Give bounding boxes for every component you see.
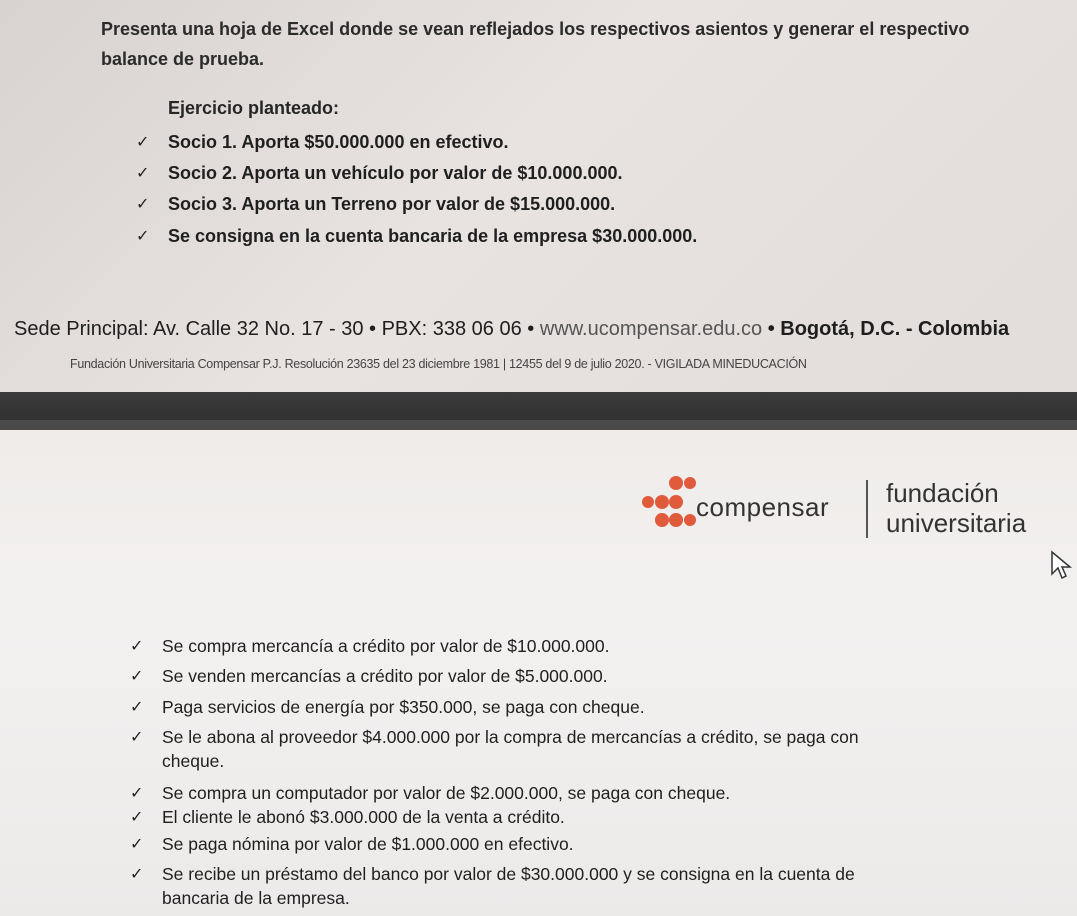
list-item-text: Se le abona al proveedor $4.000.000 por la compra de mercancías a crédito, se paga con <box>162 727 859 747</box>
list-item-text: Socio 2. Aporta un vehículo por valor de $10.000.000. <box>168 163 623 183</box>
list-item <box>130 697 645 718</box>
list-item-text: bancaria de la empresa. <box>162 888 350 908</box>
checkmark-icon: ✓ <box>130 866 144 883</box>
checkmark-icon: ✓ <box>130 668 144 685</box>
list-item-continuation <box>162 888 350 909</box>
footer-address <box>14 318 1074 341</box>
list-item <box>130 807 565 828</box>
footer-city: • Bogotá, D.C. - Colombia <box>762 318 1010 340</box>
list-item-text: Paga servicios de energía por $350.000, se paga con cheque. <box>162 697 645 717</box>
list-item <box>130 727 859 748</box>
logo-divider <box>866 480 868 538</box>
list-item-text: cheque. <box>162 751 225 771</box>
footer-lead: Sede Principal: Av. Calle 32 No. 17 - 30 • PBX: 338 06 06 • <box>14 318 540 340</box>
checkmark-icon: ✓ <box>130 638 144 655</box>
page-gap-edge <box>0 420 1077 430</box>
footer-legal: Fundación Universitaria Compensar P.J. Resolución 23635 del 23 diciembre 1981 | 12455 del 9 de julio 2020. - VIGILADA MINEDUCACIÓN <box>70 357 807 371</box>
list-item <box>136 163 623 184</box>
checkmark-icon: ✓ <box>136 134 150 151</box>
list-item-text: Se compra un computador por valor de $2.000.000, se paga con cheque. <box>162 783 731 803</box>
compensar-logo-mark <box>636 474 696 538</box>
checkmark-icon: ✓ <box>130 809 144 826</box>
checkmark-icon: ✓ <box>130 785 144 802</box>
list-item <box>130 864 855 885</box>
list-item-text: Socio 3. Aporta un Terreno por valor de $15.000.000. <box>168 194 616 214</box>
intro-line-2: balance de prueba. <box>101 49 265 69</box>
logo-brand: compensar <box>696 492 830 522</box>
checkmark-icon: ✓ <box>130 729 144 746</box>
list-item-text: El cliente le abonó $3.000.000 de la venta a crédito. <box>162 807 565 827</box>
logo-tagline-2: universitaria <box>886 508 1027 538</box>
list-item <box>130 783 731 804</box>
checkmark-icon: ✓ <box>136 165 150 182</box>
list-item-text: Se consigna en la cuenta bancaria de la empresa $30.000.000. <box>168 226 698 246</box>
website-link[interactable]: www.ucompensar.edu.co <box>539 318 763 340</box>
checkmark-icon: ✓ <box>130 836 144 853</box>
list-item <box>130 834 574 855</box>
list-item-text: Se venden mercancías a crédito por valor de $5.000.000. <box>162 666 608 686</box>
intro-line-1: Presenta una hoja de Excel donde se vean reflejados los respectivos asientos y generar el respectivo <box>101 19 970 39</box>
mouse-cursor-icon <box>1050 550 1074 582</box>
list-item-text: Se recibe un préstamo del banco por valor de $30.000.000 y se consigna en la cuenta de <box>162 864 855 884</box>
list-item-text: Se compra mercancía a crédito por valor de $10.000.000. <box>162 636 610 656</box>
checkmark-icon: ✓ <box>136 196 150 213</box>
list-item <box>130 666 608 687</box>
list-item-text: Se paga nómina por valor de $1.000.000 en efectivo. <box>162 834 574 854</box>
checkmark-icon: ✓ <box>136 228 150 245</box>
intro-paragraph <box>101 14 1001 74</box>
list-item-text: Socio 1. Aporta $50.000.000 en efectivo. <box>168 132 509 152</box>
list-item <box>136 226 698 247</box>
list-item <box>130 636 610 657</box>
list-item <box>136 194 616 215</box>
compensar-logo <box>636 474 1056 544</box>
exercise-title: Ejercicio planteado: <box>168 98 340 118</box>
checkmark-icon: ✓ <box>130 699 144 716</box>
list-item <box>136 132 509 153</box>
logo-tagline-1: fundación <box>886 478 999 508</box>
list-item-continuation <box>162 751 224 772</box>
